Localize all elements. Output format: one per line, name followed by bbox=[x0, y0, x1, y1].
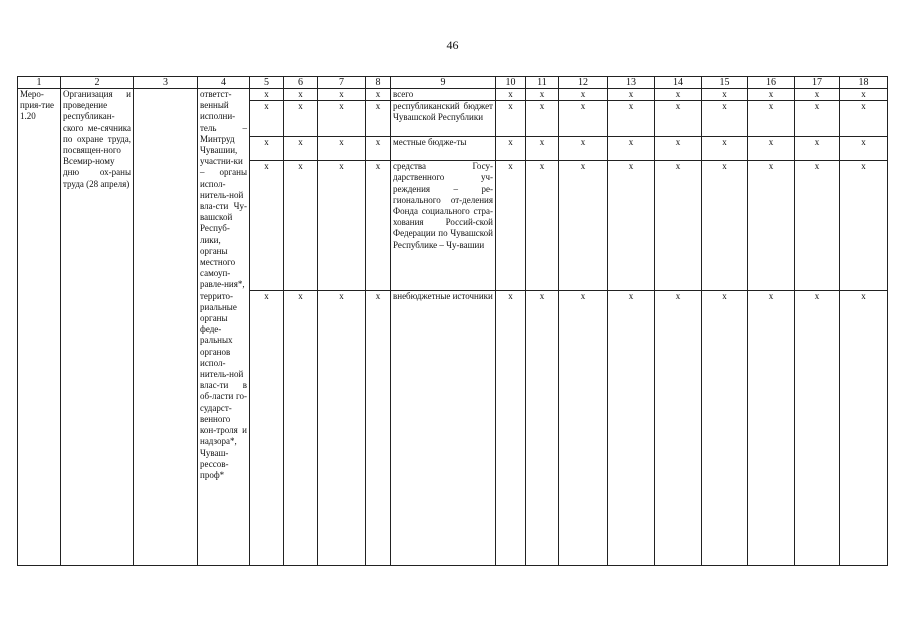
value-cell: x bbox=[795, 101, 840, 137]
value-cell: x bbox=[608, 137, 655, 161]
value-cell: x bbox=[559, 101, 608, 137]
column-number-7: 7 bbox=[318, 77, 366, 89]
value-cell: x bbox=[559, 291, 608, 566]
value-cell: x bbox=[366, 137, 391, 161]
value-cell: x bbox=[250, 101, 284, 137]
value-cell: x bbox=[702, 137, 748, 161]
value-cell: x bbox=[496, 161, 526, 291]
value-cell: x bbox=[318, 161, 366, 291]
value-cell: x bbox=[655, 161, 702, 291]
value-cell: x bbox=[526, 89, 559, 101]
funding-source-cell: всего bbox=[391, 89, 496, 101]
value-cell: x bbox=[318, 101, 366, 137]
value-cell: x bbox=[748, 161, 795, 291]
value-cell: x bbox=[748, 89, 795, 101]
value-cell: x bbox=[284, 89, 318, 101]
value-cell: x bbox=[366, 89, 391, 101]
measure-id-cell: Меро-прия-тие 1.20 bbox=[18, 89, 61, 566]
value-cell: x bbox=[559, 137, 608, 161]
column-number-2: 2 bbox=[61, 77, 134, 89]
value-cell: x bbox=[655, 89, 702, 101]
column-number-5: 5 bbox=[250, 77, 284, 89]
value-cell: x bbox=[559, 89, 608, 101]
value-cell: x bbox=[318, 137, 366, 161]
column-number-12: 12 bbox=[559, 77, 608, 89]
value-cell: x bbox=[526, 161, 559, 291]
column-number-3: 3 bbox=[134, 77, 198, 89]
column-number-15: 15 bbox=[702, 77, 748, 89]
value-cell: x bbox=[795, 137, 840, 161]
value-cell: x bbox=[250, 161, 284, 291]
value-cell: x bbox=[795, 89, 840, 101]
funding-source-cell: республиканский бюджет Чувашской Республики bbox=[391, 101, 496, 137]
value-cell: x bbox=[702, 101, 748, 137]
value-cell: x bbox=[366, 161, 391, 291]
column-number-16: 16 bbox=[748, 77, 795, 89]
value-cell: x bbox=[318, 89, 366, 101]
value-cell: x bbox=[496, 101, 526, 137]
value-cell: x bbox=[655, 137, 702, 161]
value-cell: x bbox=[366, 101, 391, 137]
value-cell: x bbox=[608, 161, 655, 291]
value-cell: x bbox=[284, 291, 318, 566]
value-cell: x bbox=[250, 89, 284, 101]
value-cell: x bbox=[526, 291, 559, 566]
funding-source-cell: внебюджетные источники bbox=[391, 291, 496, 566]
column-number-18: 18 bbox=[840, 77, 888, 89]
column-number-13: 13 bbox=[608, 77, 655, 89]
value-cell: x bbox=[655, 291, 702, 566]
value-cell: x bbox=[496, 137, 526, 161]
funding-source-cell: средства Госу-дарственного уч-реждения – ре-гионального от-деления Фонда социального стра-хования Россий-ской Федерации по Чувашской Республике – Чу-вашии bbox=[391, 161, 496, 291]
value-cell: x bbox=[608, 89, 655, 101]
value-cell: x bbox=[608, 291, 655, 566]
column-number-11: 11 bbox=[526, 77, 559, 89]
value-cell: x bbox=[496, 291, 526, 566]
value-cell: x bbox=[702, 161, 748, 291]
value-cell: x bbox=[748, 137, 795, 161]
value-cell: x bbox=[559, 161, 608, 291]
value-cell: x bbox=[284, 137, 318, 161]
value-cell: x bbox=[284, 161, 318, 291]
column-number-8: 8 bbox=[366, 77, 391, 89]
column-number-17: 17 bbox=[795, 77, 840, 89]
column-number-6: 6 bbox=[284, 77, 318, 89]
funding-source-cell: местные бюдже-ты bbox=[391, 137, 496, 161]
program-table bbox=[17, 76, 888, 566]
measure-name-cell: Организация и проведение республикан-ского ме-сячника по охране труда, посвящен-ного Всемир-ному дню ох-раны труда (28 апреля) bbox=[61, 89, 134, 566]
column-number-10: 10 bbox=[496, 77, 526, 89]
value-cell: x bbox=[748, 291, 795, 566]
column-number-4: 4 bbox=[198, 77, 250, 89]
value-cell: x bbox=[526, 101, 559, 137]
value-cell: x bbox=[608, 101, 655, 137]
column-number-14: 14 bbox=[655, 77, 702, 89]
funding-row bbox=[18, 89, 888, 101]
value-cell: x bbox=[250, 137, 284, 161]
value-cell: x bbox=[840, 101, 888, 137]
value-cell: x bbox=[526, 137, 559, 161]
value-cell: x bbox=[840, 291, 888, 566]
value-cell: x bbox=[795, 161, 840, 291]
value-cell: x bbox=[840, 89, 888, 101]
value-cell: x bbox=[795, 291, 840, 566]
column-number-row bbox=[18, 77, 888, 89]
value-cell: x bbox=[284, 101, 318, 137]
value-cell: x bbox=[702, 89, 748, 101]
column-number-1: 1 bbox=[18, 77, 61, 89]
column-number-9: 9 bbox=[391, 77, 496, 89]
value-cell: x bbox=[840, 137, 888, 161]
value-cell: x bbox=[496, 89, 526, 101]
value-cell: x bbox=[840, 161, 888, 291]
value-cell: x bbox=[318, 291, 366, 566]
executors-cell: ответст-венный исполни-тель – Минтруд Чувашии, участни-ки – органы испол-нитель-ной вла-сти Чу-вашской Респуб-лики, органы местного самоуп-равле-ния*, террито-риальные органы феде-ральных органов испол-нитель-ной влас-ти в об-ласти го-сударст-венного кон-троля и надзора*, Чуваш-рессов-проф* bbox=[198, 89, 250, 566]
value-cell: x bbox=[655, 101, 702, 137]
page-number: 46 bbox=[446, 38, 459, 52]
value-cell: x bbox=[748, 101, 795, 137]
value-cell: x bbox=[702, 291, 748, 566]
value-cell: x bbox=[250, 291, 284, 566]
column-3-cell bbox=[134, 89, 198, 566]
value-cell: x bbox=[366, 291, 391, 566]
